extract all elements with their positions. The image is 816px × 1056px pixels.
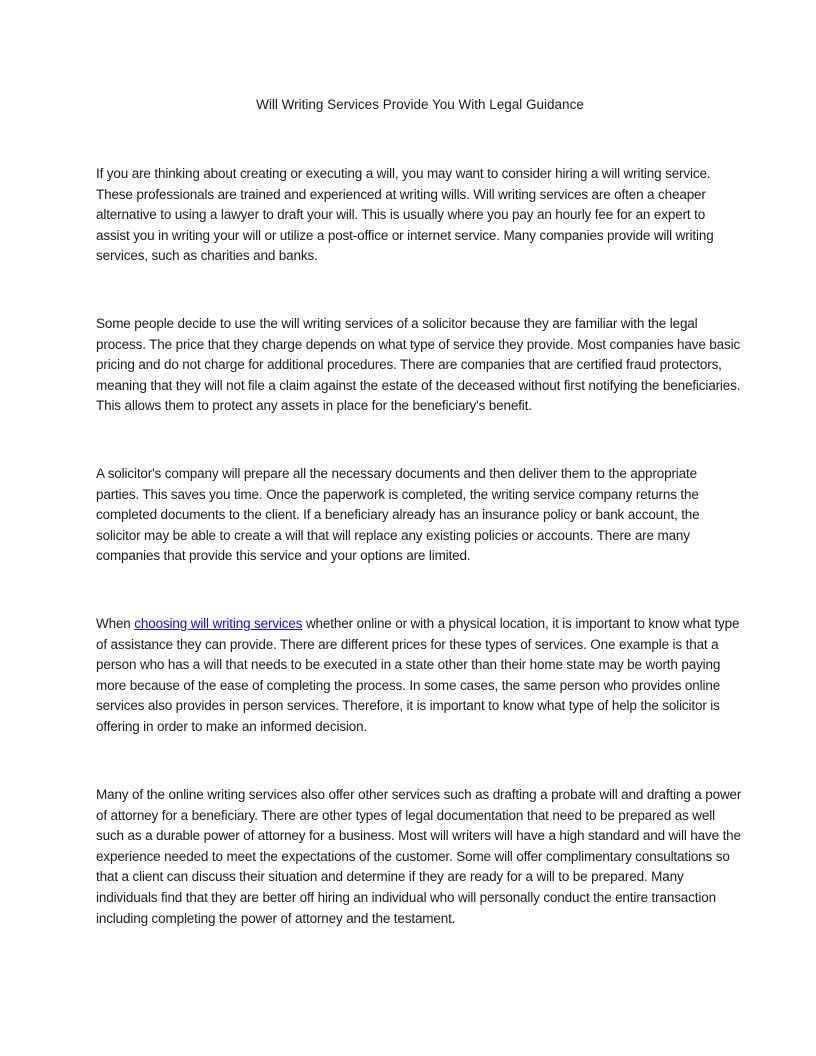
paragraph-3: A solicitor's company will prepare all the necessary documents and then deliver them to the appropriate parties. This saves you time. Once the paperwork is completed, the writing service company returns the completed documents to the client. If a beneficiary already has an insurance policy or bank account, the solicitor may be able to create a will that will replace any existing policies or accounts. There are many companies that provide this service and your options are limited. [96, 466, 700, 564]
paragraph-2: Some people decide to use the will writing services of a solicitor because they are familiar with the legal process. The price that they charge depends on what type of service they provide. Most companies have basic pricing and do not charge for additional procedures. There are companies that are certified fraud protectors, meaning that they will not file a claim against the estate of the deceased without first notifying the beneficiaries. This allows them to protect any assets in place for the beneficiary's benefit. [96, 316, 741, 414]
paragraph-1: If you are thinking about creating or executing a will, you may want to consider hiring a will writing service. These professionals are trained and experienced at writing wills. Will writing services are often a cheaper alternative to using a lawyer to draft your will. This is usually where you pay an hourly fee for an expert to assist you in writing your will or utilize a post-office or internet service. Many companies provide will writing services, such as charities and banks. [96, 166, 714, 264]
paragraph-5: Many of the online writing services also offer other services such as drafting a probate will and drafting a power of attorney for a beneficiary. There are other types of legal documentation that need to be prepared as well such as a durable power of attorney for a business. Most will writers will have a high standard and will have the experience needed to meet the expectations of the customer. Some will offer complimentary consultations so that a client can discuss their situation and determine if they are ready for a will to be prepared. Many individuals find that they are better off hiring an individual who will personally conduct the entire transaction including completing the power of attorney and the testament. [96, 787, 742, 926]
paragraph-4-body: whether online or with a physical location, it is important to know what type of assistance they can provide. There are different prices for these types of services. One example is that a person who has a will that needs to be executed in a state other than their home state may be worth paying more because of the ease of completing the process. In some cases, the same person who provides online services also provides in person services. Therefore, it is important to know what type of help the solicitor is offering in order to make an informed decision. [96, 616, 740, 734]
document-title: Will Writing Services Provide You With Legal Guidance [256, 97, 584, 112]
choosing-will-writing-services-link[interactable]: choosing will writing services [134, 616, 303, 631]
paragraph-4 [96, 614, 742, 738]
paragraph-4-intro: When [96, 616, 135, 631]
